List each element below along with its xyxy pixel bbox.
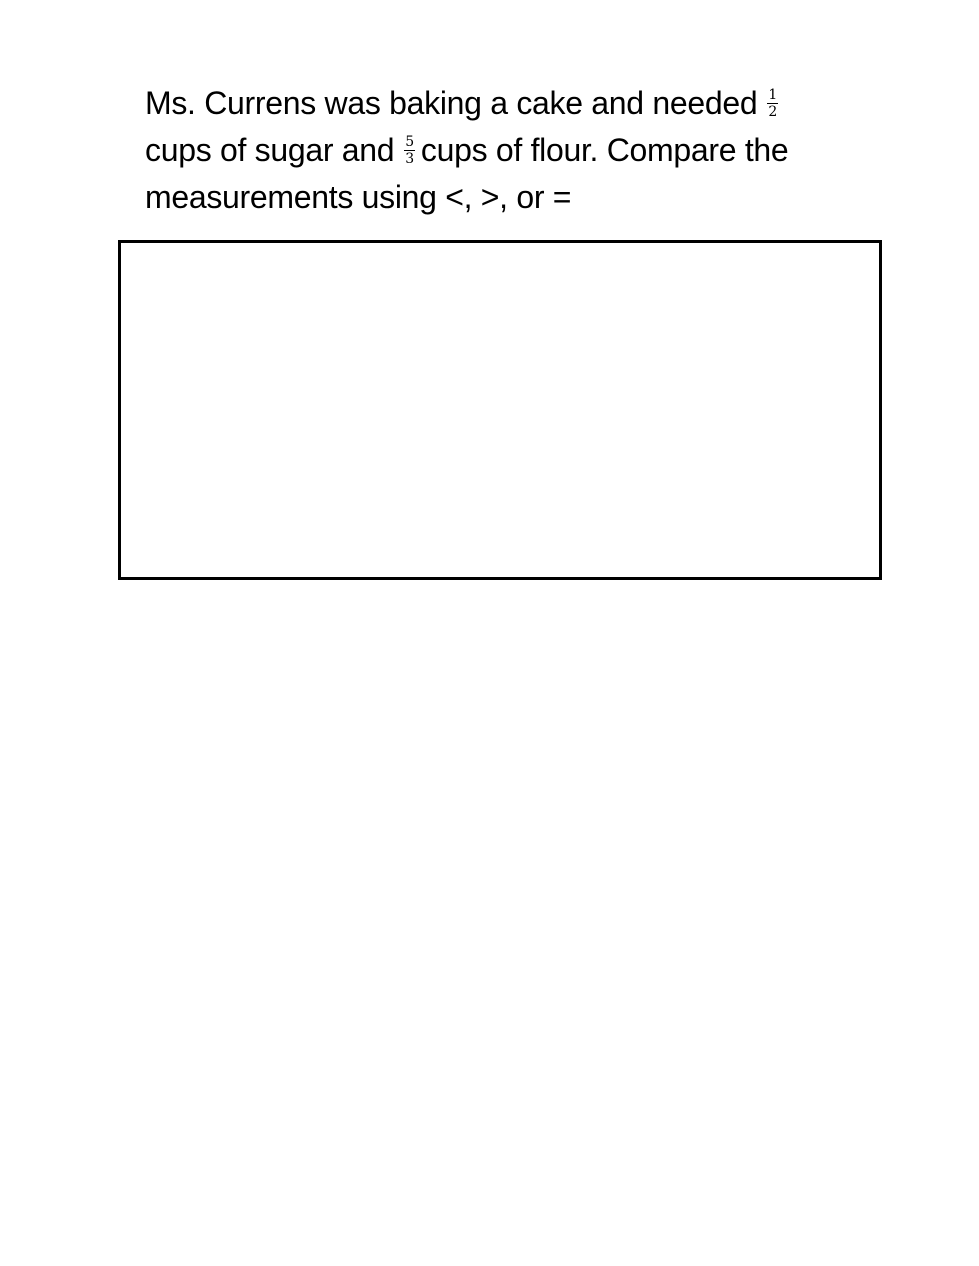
word-problem	[145, 80, 925, 221]
problem-text-2a: cups of sugar and	[145, 132, 395, 168]
problem-line-3	[145, 174, 925, 221]
problem-text-2b: cups of flour. Compare the	[420, 132, 789, 168]
sugar-fraction-numerator: 1	[768, 87, 777, 104]
flour-fraction-numerator: 5	[405, 134, 414, 151]
sugar-fraction	[767, 88, 778, 119]
problem-line-2	[145, 127, 925, 174]
answer-box[interactable]	[118, 240, 882, 580]
flour-fraction	[404, 135, 415, 166]
sugar-fraction-denominator: 2	[768, 104, 777, 121]
problem-line-1	[145, 80, 925, 127]
problem-text-1: Ms. Currens was baking a cake and needed	[145, 85, 758, 121]
flour-fraction-denominator: 3	[405, 151, 414, 168]
problem-text-3: measurements using <, >, or =	[145, 179, 572, 215]
